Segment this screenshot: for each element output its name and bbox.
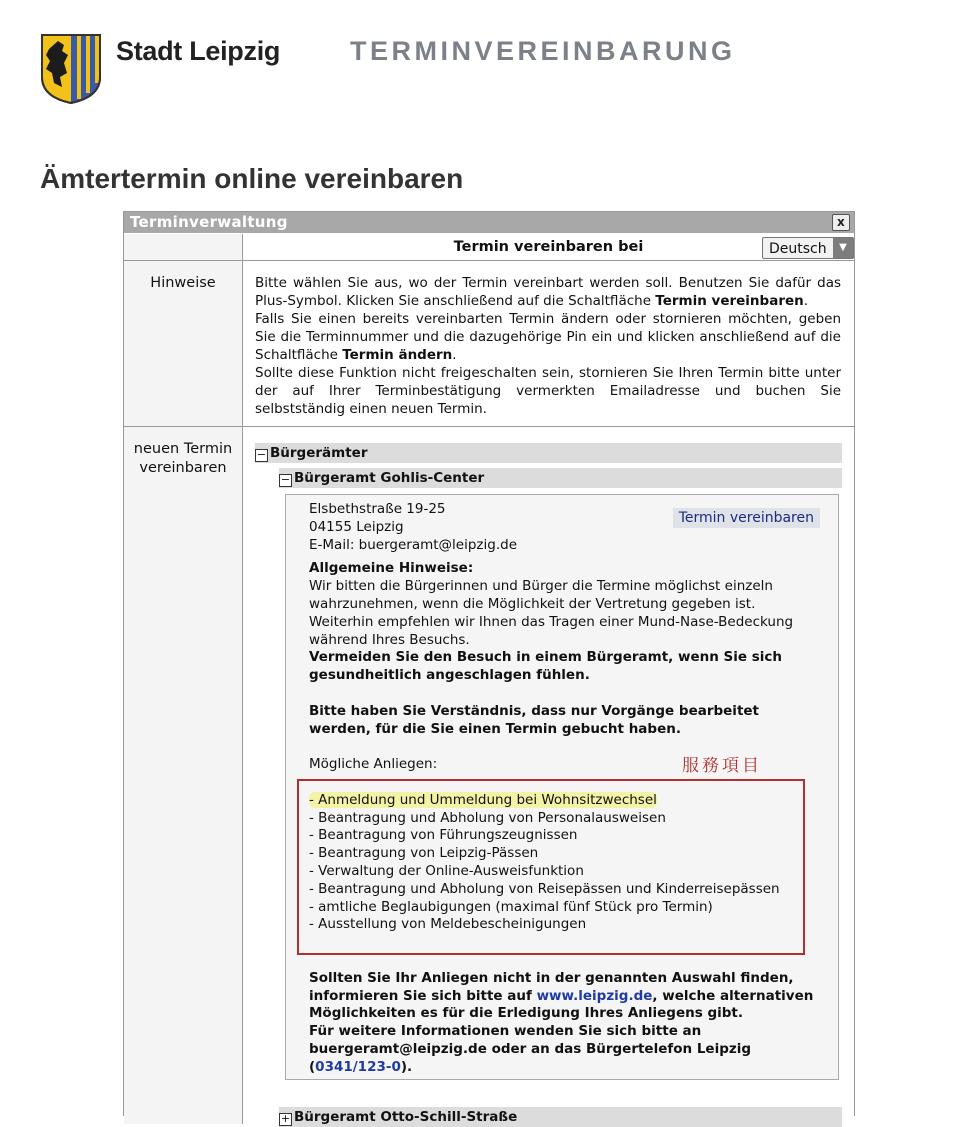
row-divider bbox=[124, 260, 854, 261]
list-item: - Verwaltung der Online-Ausweisfunktion bbox=[309, 862, 584, 879]
tree-office-gohlis[interactable] bbox=[279, 468, 842, 488]
office-email: E-Mail: buergeramt@leipzig.de bbox=[309, 536, 517, 553]
list-item: - Beantragung von Leipzig-Pässen bbox=[309, 845, 539, 862]
collapse-icon[interactable]: − bbox=[256, 448, 267, 461]
office-city: 04155 Leipzig bbox=[309, 518, 404, 535]
book-appointment-button[interactable]: Termin vereinbaren bbox=[673, 508, 820, 528]
row-divider bbox=[124, 426, 854, 427]
city-name: Stadt Leipzig bbox=[116, 36, 281, 66]
list-item: - Beantragung und Abholung von Reisepässen und Kinderreisepässen bbox=[309, 880, 780, 897]
footer-info: Sollten Sie Ihr Anliegen nicht in der genannten Auswahl finden, informieren Sie sich bitte auf www.leipzig.de, welche alternativen Möglichkeiten es für die Erledigung Ihres Anliegens gibt. Für weitere Informationen wenden Sie sich bitte an buergeramt@leipzig.de oder an das Bürgertelefon Leipzig (0341/123-0). bbox=[309, 969, 814, 1075]
list-item: - Beantragung von Führungszeugnissen bbox=[309, 827, 578, 844]
label-column bbox=[124, 234, 243, 1124]
chevron-down-icon[interactable]: ▼ bbox=[833, 238, 853, 258]
app-title: TERMINVEREINBARUNG bbox=[350, 36, 736, 66]
window-titlebar bbox=[124, 212, 854, 233]
page-title: Ämtertermin online vereinbaren bbox=[40, 163, 464, 194]
hinweise-label: Hinweise bbox=[150, 275, 216, 291]
site-header bbox=[0, 0, 980, 120]
collapse-icon[interactable]: − bbox=[280, 473, 291, 486]
leipzig-link[interactable]: www.leipzig.de bbox=[536, 987, 653, 1004]
hinweise-text: Bitte wählen Sie aus, wo der Termin vereinbart werden soll. Benutzen Sie dafür das Plus-Symbol. Klicken Sie anschließend auf die Schaltfläche Termin vereinbaren. Falls Sie einen bereits vereinbarten Termin ändern oder stornieren möchten, geben Sie die Terminnummer und die dazugehörige Pin ein und klicken anschließend auf die Schaltfläche Termin ändern. Sollte diese Funktion nicht freigeschalten sein, stornieren Sie Ihren Termin bitte unter der auf Ihrer Terminbestätigung vermerkten Emailadresse und buchen Sie selbstständig einen neuen Termin. bbox=[255, 275, 841, 417]
annotation-label: 服務項目 bbox=[682, 756, 762, 776]
window-title: Terminverwaltung bbox=[130, 213, 288, 231]
tree-office-label: Bürgeramt Gohlis-Center bbox=[294, 470, 485, 486]
warning-booked-only: Bitte haben Sie Verständnis, dass nur Vorgänge bearbeitet werden, für die Sie einen Termin gebucht haben. bbox=[309, 702, 760, 737]
general-notes-text: Wir bitten die Bürgerinnen und Bürger die Termine möglichst einzeln wahrzunehmen, wenn die Möglichkeit der Vertretung gegeben ist. Weiterhin empfehlen wir Ihnen das Tragen einer Mund-Nase-Bedeckung während Ihres Besuchs. bbox=[309, 578, 794, 648]
tree-group-buergeraemter[interactable] bbox=[255, 443, 842, 463]
list-item: - amtliche Beglaubigungen (maximal fünf Stück pro Termin) bbox=[309, 898, 713, 915]
list-item: - Beantragung und Abholung von Personalausweisen bbox=[309, 809, 666, 826]
annotation-highlight-box bbox=[297, 779, 805, 955]
tree-group-label: Bürgerämter bbox=[270, 445, 368, 461]
language-select[interactable] bbox=[762, 237, 854, 259]
language-value: Deutsch bbox=[769, 241, 827, 257]
close-icon[interactable]: x bbox=[832, 214, 850, 231]
services-title: Mögliche Anliegen: bbox=[309, 756, 438, 773]
leipzig-crest-logo bbox=[40, 33, 102, 105]
new-appointment-label: neuen Termin vereinbaren bbox=[133, 441, 233, 476]
expand-icon[interactable]: + bbox=[280, 1112, 291, 1125]
office-tree bbox=[255, 443, 842, 488]
column-header: Termin vereinbaren bei bbox=[453, 239, 644, 255]
general-notes-title: Allgemeine Hinweise: bbox=[309, 560, 474, 577]
phone-link[interactable]: 0341/123-0 bbox=[315, 1058, 401, 1075]
list-item: - Anmeldung und Ummeldung bei Wohnsitzwechsel bbox=[309, 791, 657, 808]
list-item: - Ausstellung von Meldebescheinigungen bbox=[309, 916, 587, 933]
tree-office-label: Bürgeramt Otto-Schill-Straße bbox=[294, 1109, 518, 1125]
office-street: Elsbethstraße 19-25 bbox=[309, 501, 446, 517]
warning-sick: Vermeiden Sie den Besuch in einem Bürgeramt, wenn Sie sich gesundheitlich angeschlagen fühlen. bbox=[309, 649, 783, 684]
tree-office-otto-schill[interactable] bbox=[279, 1107, 842, 1127]
appointment-window bbox=[123, 211, 855, 1125]
